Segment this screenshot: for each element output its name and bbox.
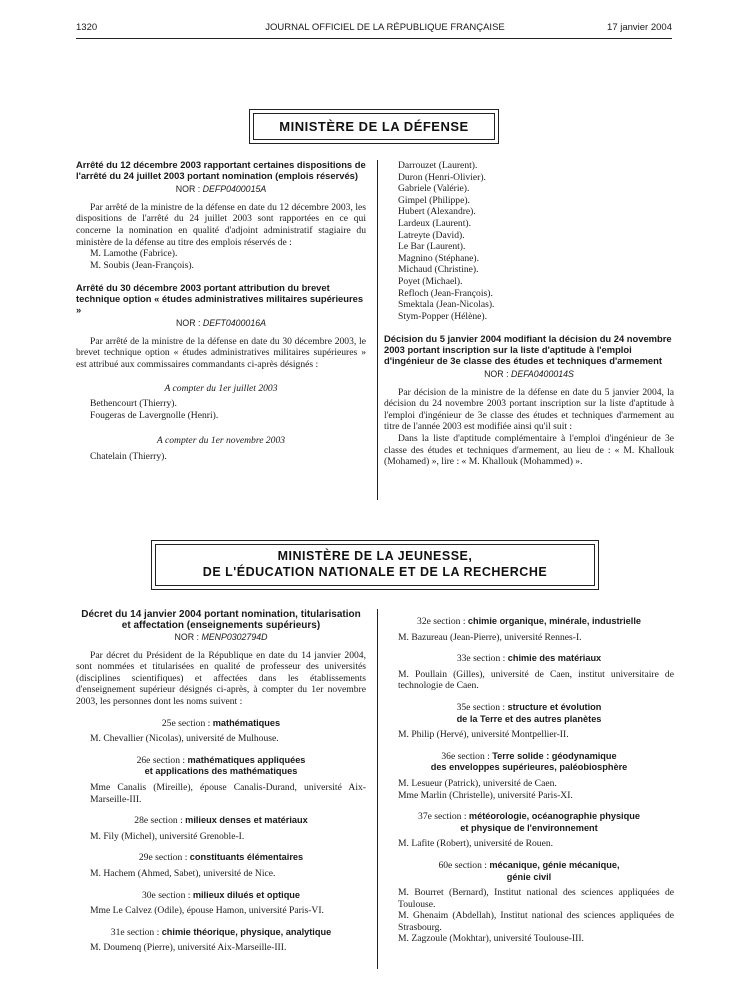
discipline-section bbox=[384, 702, 674, 741]
name-entry: Fougeras de Lavergnolle (Henri). bbox=[90, 409, 219, 421]
name-entry: Gimpel (Philippe). bbox=[398, 194, 470, 206]
section-discipline: mathématiques bbox=[212, 717, 281, 728]
arrete-1-names bbox=[76, 248, 366, 271]
discipline-section bbox=[76, 927, 366, 954]
discipline-section bbox=[76, 852, 366, 879]
appointee-entry: M. Poullain (Gilles), université de Caen, institut universitaire de technologie de Caen. bbox=[398, 668, 674, 692]
section-discipline-cont: des enveloppes supérieures, paléobiosphère bbox=[430, 762, 628, 773]
sections-right bbox=[384, 616, 674, 945]
section-discipline-cont: et applications des mathématiques bbox=[144, 766, 298, 777]
section-heading bbox=[76, 852, 366, 864]
name-entry: Chatelain (Thierry). bbox=[90, 450, 167, 462]
appointee-entry: M. Zagzoule (Mokhtar), université Toulouse-III. bbox=[398, 933, 584, 945]
sections-left bbox=[76, 718, 366, 954]
name-entry: Latreyte (David). bbox=[398, 229, 465, 241]
section-heading bbox=[384, 616, 674, 628]
section-number: 31e section : bbox=[110, 926, 162, 938]
section-heading bbox=[384, 702, 674, 725]
name-entry: Michaud (Christine). bbox=[398, 264, 479, 276]
appointee-entry: Mme Canalis (Mireille), épouse Canalis-Durand, université Aix-Marseille-III. bbox=[90, 781, 366, 805]
discipline-section bbox=[384, 860, 674, 945]
page-number: 1320 bbox=[76, 22, 98, 33]
section-number: 29e section : bbox=[138, 852, 190, 864]
section-number: 37e section : bbox=[418, 811, 469, 823]
section-discipline: mathématiques appliquées bbox=[187, 754, 306, 765]
section-number: 28e section : bbox=[134, 815, 186, 827]
appointee-entry: M. Chevallier (Nicolas), université de Mulhouse. bbox=[90, 733, 279, 745]
decret-title: Décret du 14 janvier 2004 portant nomination, titularisation et affectation (enseignements supérieurs) bbox=[81, 609, 361, 631]
section-heading bbox=[384, 653, 674, 665]
discipline-section bbox=[76, 815, 366, 842]
names-a bbox=[76, 398, 366, 421]
appointee-entry: M. Hachem (Ahmed, Sabet), université de Nice. bbox=[90, 867, 276, 879]
ministry-education-title-line1: MINISTÈRE DE LA JEUNESSE, bbox=[277, 549, 473, 563]
decret-text: Par décret du Président de la République en date du 14 janvier 2004, sont nommées et titularisées en qualité de professeur des universités (disciplines scientifiques) et affectées dans les établissements d'enseignement supérieur désignés ci-après, à compter du 1er novembre 2003, les personnes dont les noms suivent : bbox=[76, 649, 366, 707]
section-number: 30e section : bbox=[141, 889, 193, 901]
column-divider-1 bbox=[377, 160, 378, 500]
appointee-entry: M. Ghenaim (Abdellah), Institut national des sciences appliquées de Strasbourg. bbox=[398, 910, 674, 933]
name-entry: Darrouzet (Laurent). bbox=[398, 160, 478, 171]
decision-title: Décision du 5 janvier 2004 modifiant la décision du 24 novembre 2003 portant inscription sur la liste d'aptitude à l'emploi d'ingénieur de 3e classe des études et techniques d'armement bbox=[384, 333, 672, 366]
appointee-entry: M. Doumenq (Pierre), université Aix-Marseille-III. bbox=[90, 942, 287, 954]
section-number: 35e section : bbox=[456, 701, 508, 713]
section-discipline: milieux denses et matériaux bbox=[185, 815, 308, 826]
section-heading bbox=[76, 755, 366, 778]
name-list-right bbox=[384, 160, 674, 322]
decision-nor: NOR : DEFA0400014S bbox=[484, 369, 574, 380]
section-heading bbox=[76, 718, 366, 730]
name-entry: M. Soubis (Jean-François). bbox=[90, 259, 194, 271]
discipline-section bbox=[384, 616, 674, 643]
section-discipline: chimie théorique, physique, analytique bbox=[161, 926, 332, 937]
section-number: 33e section : bbox=[456, 653, 508, 665]
journal-title: JOURNAL OFFICIEL DE LA RÉPUBLIQUE FRANÇAISE bbox=[265, 22, 505, 33]
name-entry: Bethencourt (Thierry). bbox=[90, 398, 177, 410]
section-discipline: chimie des matériaux bbox=[507, 653, 602, 664]
arrete-1-text: Par arrêté de la ministre de la défense en date du 12 décembre 2003, les dispositions de l'arrêté du 24 juillet 2003 sont rapportées en ce qui concerne la nomination en qualité d'adjoint administratif stagiaire du ministère de la défense au titre des emplois réservés de : bbox=[76, 201, 366, 248]
ministry-defense-box bbox=[249, 109, 499, 144]
name-entry: Magnino (Stéphane). bbox=[398, 252, 479, 264]
section-heading bbox=[384, 751, 674, 774]
names-b bbox=[76, 451, 366, 463]
section-discipline: constituants élémentaires bbox=[189, 852, 304, 863]
section-discipline: structure et évolution bbox=[507, 701, 602, 712]
appointee-entry: Mme Marlin (Christelle), université Paris-XI. bbox=[398, 789, 573, 801]
section-heading bbox=[384, 811, 674, 834]
left-column-defense bbox=[76, 160, 366, 462]
discipline-section bbox=[384, 751, 674, 801]
decret-nor: NOR : MENP0302794D bbox=[174, 632, 268, 642]
appointee-entry: M. Philip (Hervé), université Montpellier-II. bbox=[398, 729, 569, 741]
section-heading bbox=[384, 860, 674, 883]
section-heading bbox=[76, 815, 366, 827]
section-discipline: Terre solide : géodynamique bbox=[492, 750, 617, 761]
discipline-section bbox=[384, 653, 674, 692]
discipline-section bbox=[384, 811, 674, 850]
right-column-education bbox=[384, 606, 674, 945]
section-number: 25e section : bbox=[161, 717, 213, 729]
appointee-entry: M. Lesueur (Patrick), université de Caen. bbox=[398, 777, 557, 789]
appointee-entry: M. Lafite (Robert), université de Rouen. bbox=[398, 838, 554, 850]
section-number: 32e section : bbox=[417, 616, 468, 627]
left-column-education bbox=[76, 609, 366, 954]
name-entry: Lardeux (Laurent). bbox=[398, 217, 471, 229]
name-entry: Smektala (Jean-Nicolas). bbox=[398, 299, 495, 311]
section-discipline-cont: génie civil bbox=[506, 871, 552, 882]
appointee-entry: M. Fily (Michel), université Grenoble-I. bbox=[90, 830, 245, 842]
arrete-2-text: Par arrêté de la ministre de la défense en date du 30 décembre 2003, le brevet technique option « études administratives militaires supérieures » est attribué aux commissaires commandants ci-après désignés : bbox=[76, 335, 366, 370]
column-divider-2 bbox=[377, 609, 378, 969]
name-entry: M. Lamothe (Fabrice). bbox=[90, 248, 178, 260]
header-rule bbox=[76, 38, 672, 39]
issue-date: 17 janvier 2004 bbox=[607, 22, 672, 33]
decision-text-1: Par décision de la ministre de la défense en date du 5 janvier 2004, la décision du 24 novembre 2003 portant inscription sur la liste d'aptitude à l'emploi d'ingénieur de 3e classe des études et techniques d'armement au titre de l'année 2003 est modifiée ainsi qu'il suit : bbox=[384, 386, 674, 433]
section-heading bbox=[76, 890, 366, 902]
discipline-section bbox=[76, 755, 366, 805]
date-heading-a: A compter du 1er juillet 2003 bbox=[164, 382, 278, 394]
decision-text-2: Dans la liste d'aptitude complémentaire à l'emploi d'ingénieur de 3e classe des études et techniques d'armement, au lieu de : « M. Khallouk (Mohamed) », lire : « M. Khallouk (Mohammed) ». bbox=[384, 433, 674, 468]
section-discipline: chimie organique, minérale, industrielle bbox=[467, 616, 641, 626]
arrete-2-title: Arrêté du 30 décembre 2003 portant attribution du brevet technique option « études administratives militaires supérieures » bbox=[76, 282, 364, 315]
section-discipline: météorologie, océanographie physique bbox=[468, 811, 640, 822]
section-heading bbox=[76, 927, 366, 939]
section-discipline: milieux dilués et optique bbox=[192, 889, 301, 900]
section-number: 60e section : bbox=[438, 859, 490, 871]
appointee-entry: M. Bourret (Bernard), Institut national des sciences appliquées de Toulouse. bbox=[398, 887, 674, 910]
name-entry: Gabriele (Valérie). bbox=[398, 183, 470, 195]
date-heading-b: A compter du 1er novembre 2003 bbox=[156, 435, 286, 447]
section-discipline: mécanique, génie mécanique, bbox=[489, 859, 620, 870]
section-number: 26e section : bbox=[136, 754, 188, 766]
ministry-defense-title: MINISTÈRE DE LA DÉFENSE bbox=[279, 119, 469, 134]
name-entry: Hubert (Alexandre). bbox=[398, 206, 476, 218]
arrete-1-nor: NOR : DEFP0400015A bbox=[175, 184, 267, 195]
section-discipline-cont: et physique de l'environnement bbox=[460, 822, 598, 833]
name-entry: Stym-Popper (Hélène). bbox=[398, 310, 487, 322]
arrete-1-title: Arrêté du 12 décembre 2003 rapportant certaines dispositions de l'arrêté du 24 juillet 2003 portant nomination (emplois réservés) bbox=[76, 159, 366, 181]
appointee-entry: Mme Le Calvez (Odile), épouse Hamon, université Paris-VI. bbox=[90, 905, 324, 917]
section-discipline-cont: de la Terre et des autres planètes bbox=[456, 713, 602, 724]
right-column-defense bbox=[384, 160, 674, 468]
name-entry: Duron (Henri-Olivier). bbox=[398, 171, 486, 183]
ministry-education-title-line2: DE L'ÉDUCATION NATIONALE ET DE LA RECHERCHE bbox=[202, 565, 548, 579]
name-entry: Le Bar (Laurent). bbox=[398, 241, 466, 253]
discipline-section bbox=[76, 890, 366, 917]
arrete-2-nor: NOR : DEFT0400016A bbox=[176, 318, 266, 329]
appointee-entry: M. Bazureau (Jean-Pierre), université Rennes-I. bbox=[398, 631, 582, 643]
name-entry: Refloch (Jean-François). bbox=[398, 287, 493, 299]
section-number: 36e section : bbox=[441, 750, 493, 762]
discipline-section bbox=[76, 718, 366, 745]
name-entry: Poyet (Michael). bbox=[398, 275, 463, 287]
ministry-education-box bbox=[151, 540, 599, 590]
